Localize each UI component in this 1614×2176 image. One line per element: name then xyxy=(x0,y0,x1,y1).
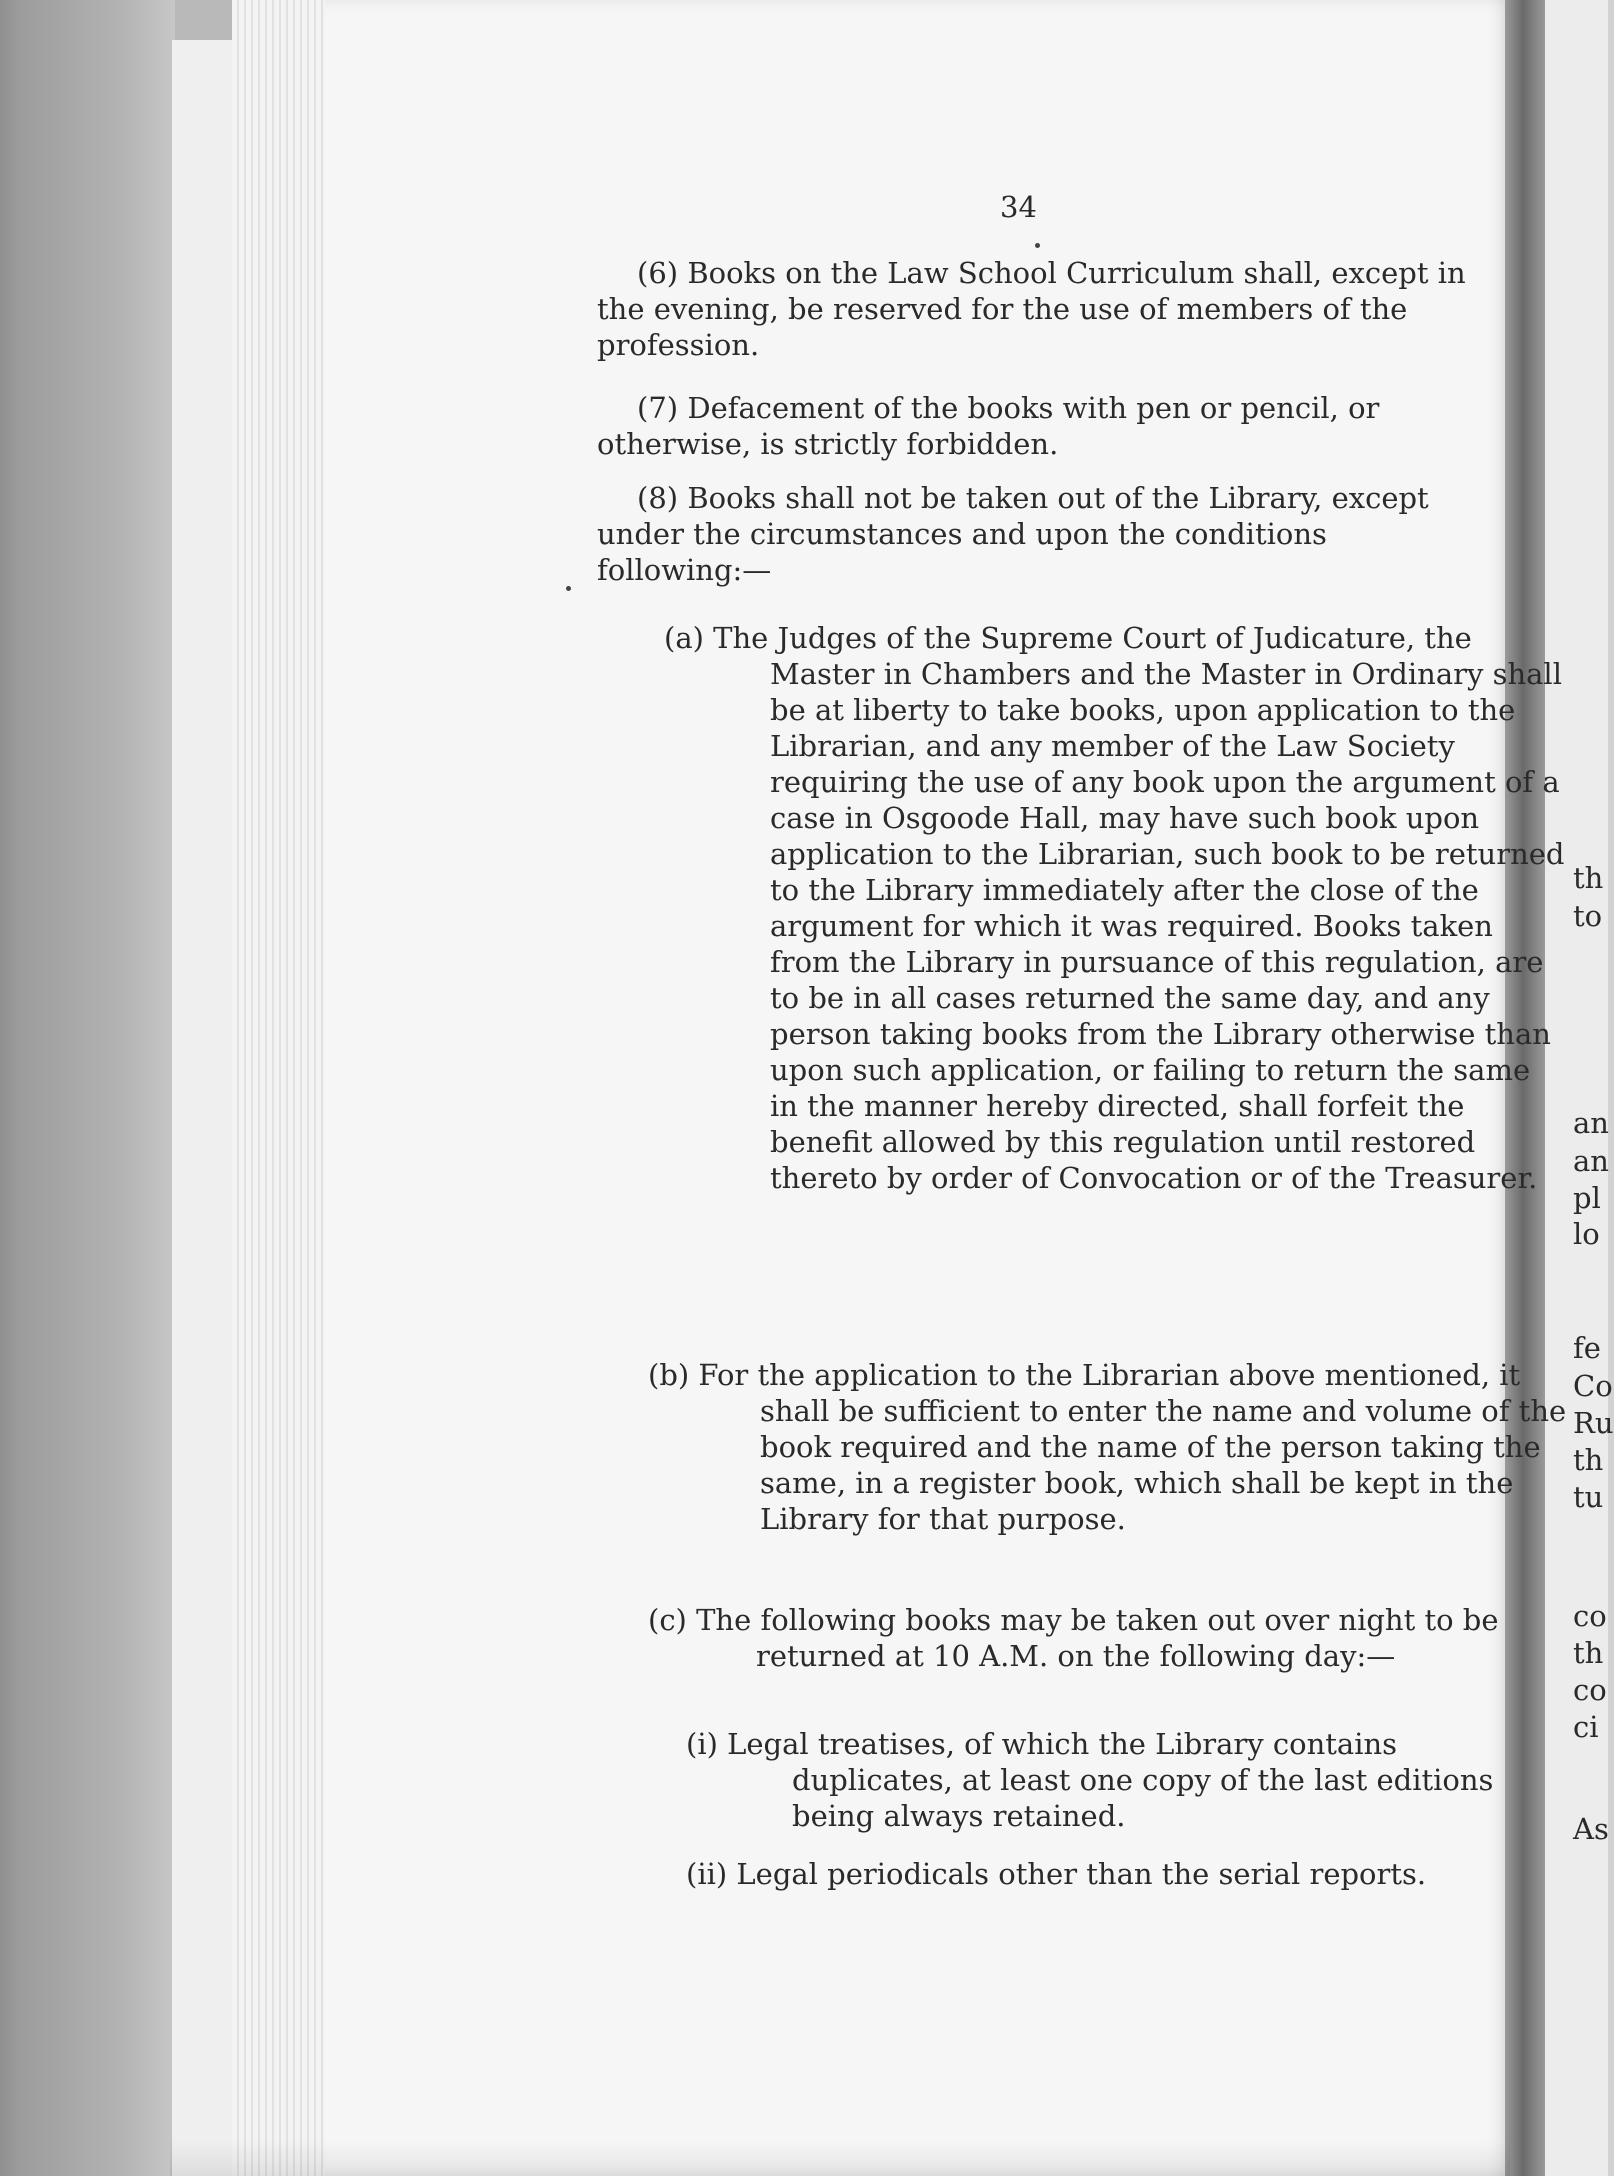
paragraph-8 xyxy=(597,480,1467,588)
adjacent-fragment: co xyxy=(1573,1599,1607,1633)
clause-b xyxy=(648,1357,1572,1537)
page-number: 34 xyxy=(1000,190,1037,224)
paragraph-6 xyxy=(597,255,1467,363)
page-edges-stack xyxy=(232,0,327,2176)
paragraph-7 xyxy=(597,390,1467,462)
adjacent-fragment: co xyxy=(1573,1673,1607,1707)
adjacent-fragment: th xyxy=(1573,861,1604,895)
paragraph-text: Books on the Law School Curriculum shall, except in the evening, be reserved for the use of members of the profession. xyxy=(597,256,1466,362)
adjacent-fragment: lo xyxy=(1573,1217,1600,1251)
speck xyxy=(566,586,571,591)
paragraph-label: (8) xyxy=(637,481,679,515)
clause-a xyxy=(664,620,1566,1196)
clause-text: The following books may be taken out over night to be returned at 10 A.M. on the following day:— xyxy=(696,1603,1499,1673)
adjacent-fragment: to xyxy=(1573,899,1603,933)
clause-label: (c) xyxy=(648,1603,687,1637)
adjacent-fragment: th xyxy=(1573,1636,1604,1670)
speck xyxy=(1035,243,1040,248)
clause-label: (b) xyxy=(648,1358,690,1392)
subclause-label: (i) xyxy=(686,1727,718,1761)
subclause-text: Legal periodicals other than the serial reports. xyxy=(736,1857,1427,1891)
bottom-shadow xyxy=(170,2140,1510,2176)
clause-text: For the application to the Librarian above mentioned, it shall be sufficient to enter the name and volume of the book required and the name of the person taking the same, in a register book, which shall be kept in the Library for that purpose. xyxy=(698,1358,1567,1536)
adjacent-fragment: th xyxy=(1573,1443,1604,1477)
adjacent-fragment: As xyxy=(1573,1812,1609,1846)
adjacent-fragment: pl xyxy=(1573,1181,1601,1215)
adjacent-fragment: an xyxy=(1573,1144,1609,1178)
paragraph-label: (6) xyxy=(637,256,679,290)
adjacent-fragment: an xyxy=(1573,1106,1609,1140)
subclause-i xyxy=(686,1726,1566,1834)
clause-label: (a) xyxy=(664,621,704,655)
adjacent-fragment: Co xyxy=(1573,1369,1613,1403)
subclause-text: Legal treatises, of which the Library contains duplicates, at least one copy of the last editions being always retained. xyxy=(727,1727,1494,1833)
adjacent-fragment: Ru xyxy=(1573,1406,1614,1440)
background-left xyxy=(0,0,175,2176)
paragraph-text: Books shall not be taken out of the Library, except under the circumstances and upon the conditions following:— xyxy=(597,481,1429,587)
clause-c xyxy=(648,1602,1568,1674)
paragraph-text: Defacement of the books with pen or pencil, or otherwise, is strictly forbidden. xyxy=(597,391,1380,461)
paragraph-label: (7) xyxy=(637,391,679,425)
subclause-label: (ii) xyxy=(686,1857,728,1891)
subclause-ii xyxy=(686,1856,1460,1892)
adjacent-fragment: tu xyxy=(1573,1480,1604,1514)
adjacent-fragment: fe xyxy=(1573,1331,1601,1365)
clause-text: The Judges of the Supreme Court of Judicature, the Master in Chambers and the Master in Ordinary shall be at liberty to take books, upon application to the Librarian, and any member of the Law Society requiring the use of any book upon the argument of a case in Osgoode Hall, may have such book upon application to the Librarian, such book to be returned to the Library immediately after the close of the argument for which it was required. Books taken from the Library in pursuance of this regulation, are to be in all cases returned the same day, and any person taking books from the Library otherwise than upon such application, or failing to return the same in the manner hereby directed, shall forfeit the benefit allowed by this regulation until restored thereto by order of Convocation or of the Treasurer. xyxy=(713,621,1565,1195)
adjacent-fragment: ci xyxy=(1573,1710,1599,1744)
